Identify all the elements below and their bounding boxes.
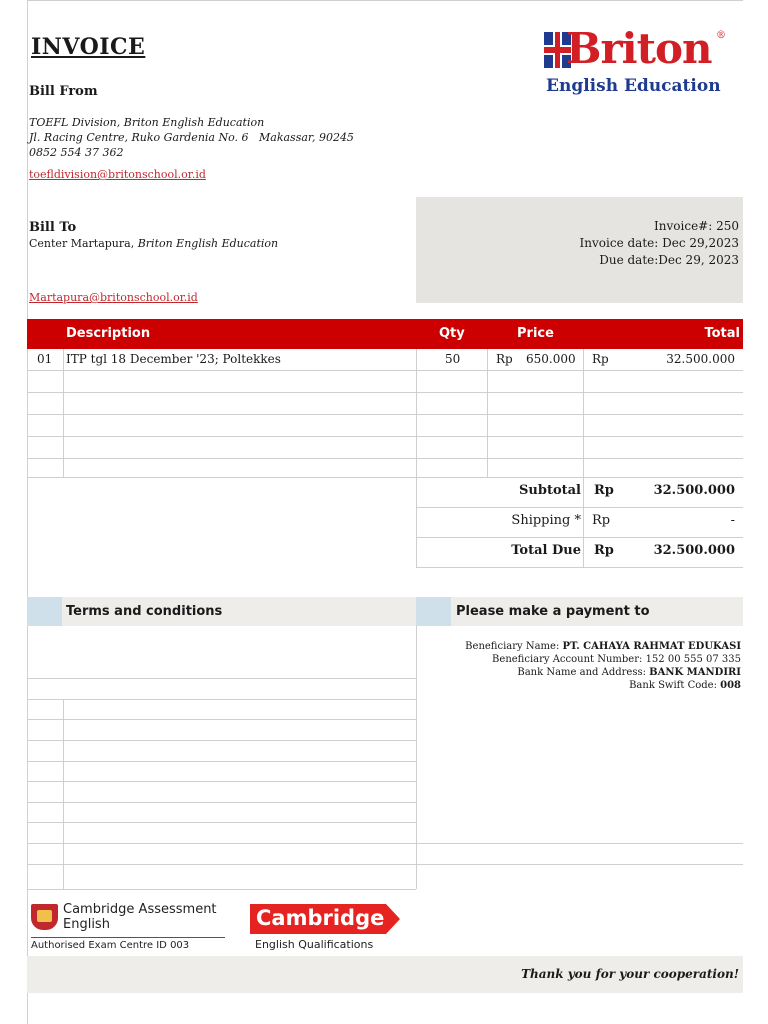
bill-to-org: Briton English Education	[137, 237, 279, 250]
subtotal-row	[416, 477, 743, 508]
bill-to-email[interactable]: Martapura@britonschool.or.id	[29, 291, 198, 304]
col-price: Price	[517, 326, 554, 341]
payment-line	[416, 843, 743, 844]
brand-subtitle: English Education	[546, 76, 721, 96]
english-qualifications-text: English Qualifications	[255, 938, 374, 951]
col-qty: Qty	[439, 326, 465, 341]
table-row	[27, 371, 743, 393]
cambridge-qualifications-logo	[250, 904, 400, 934]
brand-name: Briton	[566, 24, 712, 73]
cambridge-line2: English	[63, 917, 110, 932]
exam-centre-id: Authorised Exam Centre ID 003	[31, 940, 190, 951]
row-number: 01	[37, 352, 53, 366]
shipping-value: -	[730, 513, 735, 528]
cambridge-line1: Cambridge Assessment	[63, 902, 217, 917]
payment-details	[420, 640, 743, 700]
terms-line	[27, 889, 416, 890]
row-price: 650.000	[526, 352, 576, 366]
table-row	[27, 393, 743, 415]
shipping-label: Shipping *	[511, 513, 581, 528]
total-due-currency: Rp	[594, 543, 614, 558]
invoice-title: INVOICE	[31, 34, 146, 60]
row-price-currency: Rp	[496, 352, 513, 366]
bank-label: Bank Name and Address:	[517, 667, 646, 678]
col-divider	[487, 349, 488, 478]
bill-from-line3: 0852 554 37 362	[29, 146, 124, 159]
total-due-row	[416, 537, 743, 568]
footer-bar	[27, 956, 743, 993]
thank-you-message: Thank you for your cooperation!	[521, 967, 739, 981]
terms-title: Terms and conditions	[66, 604, 223, 619]
briton-logo	[544, 24, 734, 103]
bill-to-name	[29, 237, 278, 250]
due-date: Due date:Dec 29, 2023	[599, 253, 739, 267]
beneficiary-account	[492, 654, 741, 665]
account-value: 152 00 555 07 335	[645, 654, 741, 665]
swift-code	[629, 680, 741, 691]
registered-mark: ®	[716, 30, 726, 41]
payment-header	[451, 597, 743, 626]
row-description: ITP tgl 18 December '23; Poltekkes	[66, 352, 281, 366]
terms-line	[27, 740, 416, 741]
page-border-left	[27, 0, 28, 1024]
payment-title: Please make a payment to	[456, 604, 650, 619]
items-table-header	[27, 319, 743, 349]
cambridge-assessment-text	[63, 902, 217, 932]
invoice-number: Invoice#: 250	[654, 219, 739, 233]
swift-label: Bank Swift Code:	[629, 680, 717, 691]
invoice-meta-box	[416, 197, 743, 303]
total-due-value: 32.500.000	[653, 543, 735, 558]
page-border-top	[27, 0, 743, 1]
terms-accent	[27, 597, 62, 626]
bill-from-line1: TOEFL Division, Briton English Education	[29, 116, 265, 129]
terms-header	[62, 597, 416, 626]
col-total: Total	[704, 326, 740, 341]
bill-from-label: Bill From	[29, 84, 98, 99]
row-total-currency: Rp	[592, 352, 609, 366]
cambridge-crest-icon	[31, 904, 58, 930]
invoice-date: Invoice date: Dec 29,2023	[579, 236, 739, 250]
swift-value: 008	[720, 680, 741, 691]
bill-to-center: Center Martapura,	[29, 237, 135, 250]
account-label: Beneficiary Account Number:	[492, 654, 643, 665]
total-due-label: Total Due	[511, 543, 581, 558]
terms-line	[27, 699, 416, 700]
terms-line	[27, 761, 416, 762]
beneficiary-name	[465, 641, 741, 652]
subtotal-label: Subtotal	[519, 483, 581, 498]
subtotal-currency: Rp	[594, 483, 614, 498]
shipping-currency: Rp	[592, 513, 611, 528]
terms-line	[27, 678, 416, 679]
beneficiary-value: PT. CAHAYA RAHMAT EDUKASI	[562, 641, 741, 652]
table-row	[27, 437, 743, 459]
payment-line	[416, 864, 743, 865]
bill-to-label: Bill To	[29, 220, 77, 235]
terms-line	[27, 822, 416, 823]
payment-accent	[416, 597, 451, 626]
table-row	[27, 415, 743, 437]
terms-line	[27, 781, 416, 782]
terms-line	[27, 864, 416, 865]
terms-line	[27, 802, 416, 803]
bill-from-email[interactable]: toefldivision@britonschool.or.id	[29, 168, 206, 181]
terms-line	[27, 843, 416, 844]
cambridge-divider	[31, 937, 225, 938]
bank-value: BANK MANDIRI	[649, 667, 741, 678]
col-divider	[63, 349, 64, 478]
cambridge-badge-text: Cambridge	[256, 906, 385, 930]
table-row	[27, 349, 743, 371]
terms-divider	[416, 626, 417, 889]
row-qty: 50	[445, 352, 461, 366]
col-description: Description	[66, 326, 151, 341]
shipping-row	[416, 507, 743, 538]
table-row	[27, 459, 743, 478]
terms-divider	[63, 699, 64, 889]
row-total: 32.500.000	[666, 352, 735, 366]
beneficiary-label: Beneficiary Name:	[465, 641, 560, 652]
bank-name	[517, 667, 741, 678]
terms-line	[27, 719, 416, 720]
bill-from-line2: Jl. Racing Centre, Ruko Gardenia No. 6 Makassar, 90245	[29, 131, 354, 144]
subtotal-value: 32.500.000	[653, 483, 735, 498]
